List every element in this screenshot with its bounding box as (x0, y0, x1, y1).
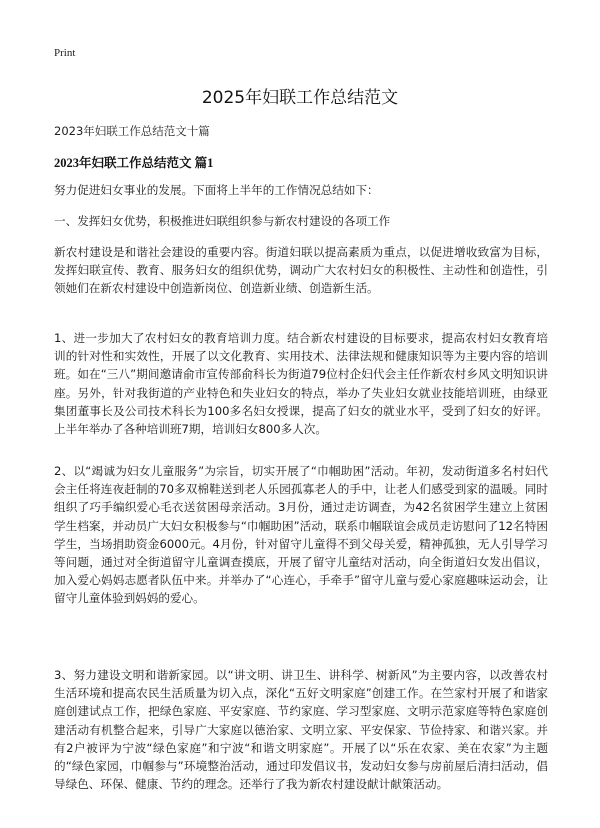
document-subtitle: 2023年妇联工作总结范文十篇 (54, 124, 210, 138)
paragraph-item-2: 2、以“竭诚为妇女儿童服务”为宗旨，切实开展了“巾帼助困”活动。年初，发动街道多名村妇代会主任将连夜赶制的70多双棉鞋送到老人乐园孤寡老人的手中，让老人们感受到家的温暖。同时组织了巧手编织爱心毛衣送贫困母亲活动。3月份，通过走访调查，为42名贫困学生建立上贫困学生档案，并动员广大妇女积极参与“巾帼助困”活动，联系巾帼联谊会成员走访慰问了12名特困学生，当场捐助资金6000元。4月份，针对留守儿童得不到父母关爱，精神孤独，无人引导学习等问题，通过对全街道留守儿童调查摸底，开展了留守儿童结对活动，向全街道妇女发出倡议，加入爱心妈妈志愿者队伍中来。并举办了“心连心，手牵手”留守儿童与爱心家庭趣味运动会，让留守儿童体验到妈妈的爱心。 (54, 464, 548, 606)
print-link[interactable]: Print (54, 47, 76, 59)
section-heading: 2023年妇联工作总结范文 篇1 (54, 156, 214, 170)
paragraph-item-1: 1、进一步加大了农村妇女的教育培训力度。结合新农村建设的目标要求，提高农村妇女教育培训的针对性和实效性，开展了以文化教育、实用技术、法律法规和健康知识等为主要内容的培训班。如在“三八”期间邀请俞市宣传部俞科长为街道79位村企妇代会主任作新农村乡风文明知识讲座。另外，针对我街道的产业特色和失业妇女的特点，举办了失业妇女就业技能培训班，由绿亚集团董事长及公司技术科长为100多名妇女授课，提高了妇女的就业水平，受到了妇女的好评。上半年举办了各种培训班7期，培训妇女800多人次。 (54, 331, 548, 437)
paragraph-item-3: 3、努力建设文明和谐新家园。以“讲文明、讲卫生、讲科学、树新风”为主要内容，以改善农村生活环境和提高农民生活质量为切入点，深化“五好文明家庭”创建工作。在竺家村开展了和谐家庭创建试点工作，把绿色家庭、平安家庭、节约家庭、学习型家庭、文明示范家庭等特色家庭创建活动有机整合起来，引导广大家庭以德治家、文明立家、平安保家、节俭持家、和谐兴家。并有2户被评为宁波“绿色家庭”和宁波“和谐文明家庭”。开展了以“乐在农家、美在农家”为主题的“绿色家园，巾帼参与”环境整治活动，通过印发倡议书，发动妇女参与房前屋后清扫活动，倡导绿色、环保、健康、节约的理念。还举行了我为新农村建设献计献策活动。 (54, 668, 548, 792)
paragraph-intro: 努力促进妇女事业的发展。下面将上半年的工作情况总结如下： (54, 183, 379, 197)
page-title: 2025年妇联工作总结范文 (201, 88, 399, 108)
paragraph-body-1: 新农村建设是和谐社会建设的重要内容。街道妇联以提高素质为重点，以促进增收致富为目标，发挥妇联宣传、教育、服务妇女的组织优势，调动广大农村妇女的积极性、主动性和创造性，引领她们在新农村建设中创造新岗位、创造新业绩、创造新生活。 (54, 245, 548, 296)
paragraph-heading-1: 一、发挥妇女优势，积极推进妇联组织参与新农村建设的各项工作 (54, 214, 391, 228)
